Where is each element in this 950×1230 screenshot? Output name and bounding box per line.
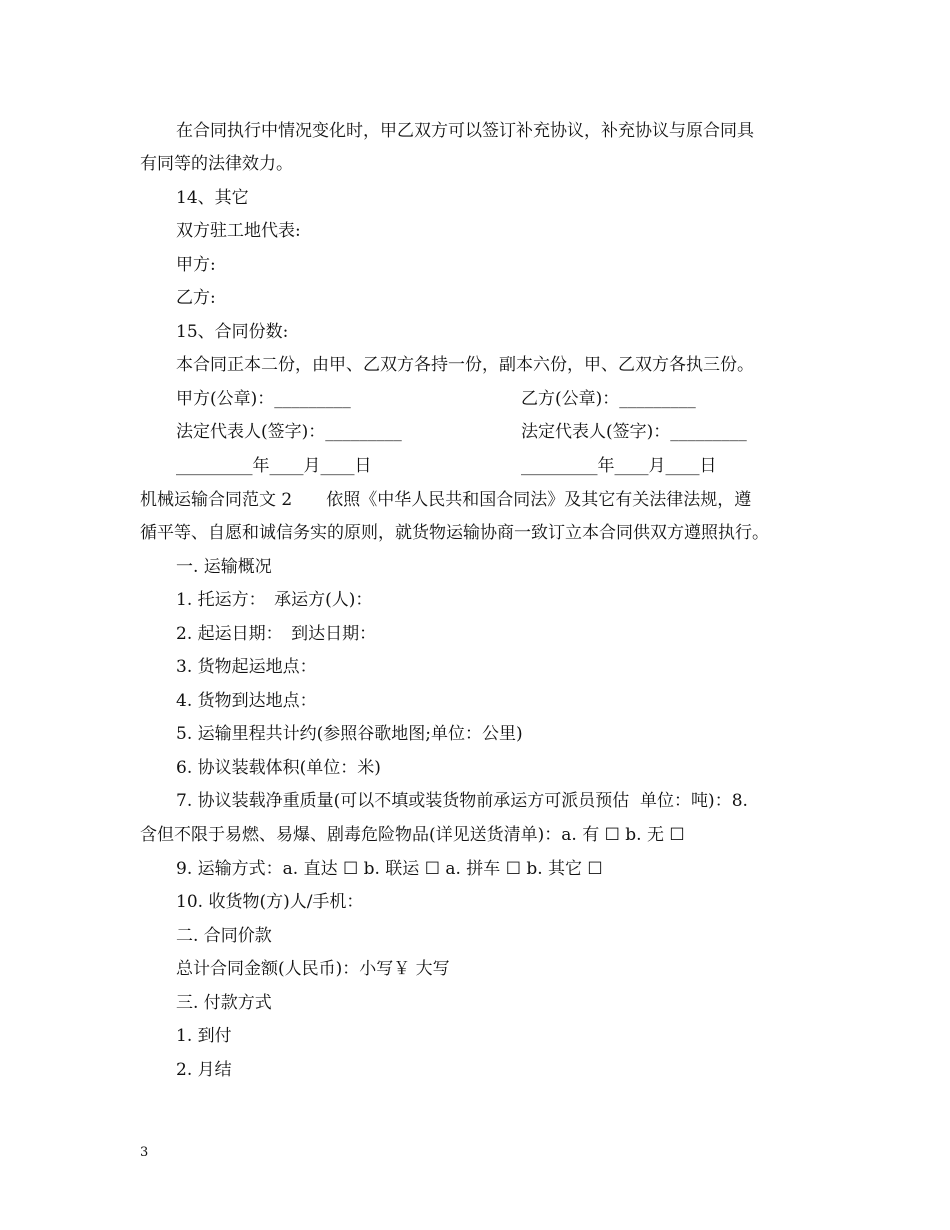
list-item: 含但不限于易燃、易爆、剧毒危险物品(详见送货清单)：a. 有 ☐ b. 无 ☐ [140, 825, 685, 845]
list-item: 2. 月结 [176, 1060, 232, 1080]
party-b-representative-field: 法定代表人(签字)：_________ [521, 422, 747, 442]
section-heading: 15、合同份数: [176, 322, 289, 342]
party-a-representative-field: 法定代表人(签字)：_________ [176, 422, 402, 442]
paragraph-line: 本合同正本二份，由甲、乙双方各持一份，副本六份，甲、乙双方各执三份。 [176, 355, 754, 375]
list-item: 6. 协议装载体积(单位：米) [176, 758, 381, 778]
list-item: 10. 收货物(方)人/手机： [176, 892, 364, 912]
list-item: 4. 货物到达地点： [176, 691, 317, 711]
party-a-date-field: _________年____月____日 [176, 456, 372, 476]
list-item: 1. 到付 [176, 1026, 232, 1046]
list-item: 1. 托运方： 承运方(人)： [176, 590, 373, 610]
paragraph-line: 有同等的法律效力。 [140, 154, 293, 174]
list-item: 7. 协议装载净重质量(可以不填或装货物前承运方可派员预估 单位：吨)：8. [176, 791, 748, 811]
list-item: 2. 起运日期： 到达日期： [176, 624, 377, 644]
page-number: 3 [140, 1145, 149, 1160]
section-heading: 三. 付款方式 [176, 993, 272, 1013]
party-b-date-field: _________年____月____日 [521, 456, 717, 476]
paragraph-line: 双方驻工地代表: [176, 221, 301, 241]
party-b-label: 乙方: [176, 288, 216, 308]
party-b-seal-field: 乙方(公章)：_________ [521, 389, 696, 409]
list-item: 5. 运输里程共计约(参照谷歌地图;单位：公里) [176, 724, 523, 744]
section-heading: 14、其它 [176, 188, 249, 208]
section-heading: 二. 合同价款 [176, 926, 272, 946]
paragraph-line: 循平等、自愿和诚信务实的原则，就货物运输协商一致订立本合同供双方遵照执行。 [140, 523, 769, 543]
paragraph-line: 在合同执行中情况变化时，甲乙双方可以签订补充协议，补充协议与原合同具 [176, 121, 754, 141]
list-item: 3. 货物起运地点： [176, 657, 317, 677]
paragraph-line: 总计合同金额(人民币)：小写￥ 大写 [176, 959, 450, 979]
list-item: 9. 运输方式：a. 直达 ☐ b. 联运 ☐ a. 拼车 ☐ b. 其它 ☐ [176, 859, 603, 879]
paragraph-line: 机械运输合同范文 2 依照《中华人民共和国合同法》及其它有关法律法规，遵 [140, 490, 752, 510]
party-a-label: 甲方: [176, 255, 216, 275]
section-heading: 一. 运输概况 [176, 557, 272, 577]
party-a-seal-field: 甲方(公章)：_________ [176, 389, 351, 409]
